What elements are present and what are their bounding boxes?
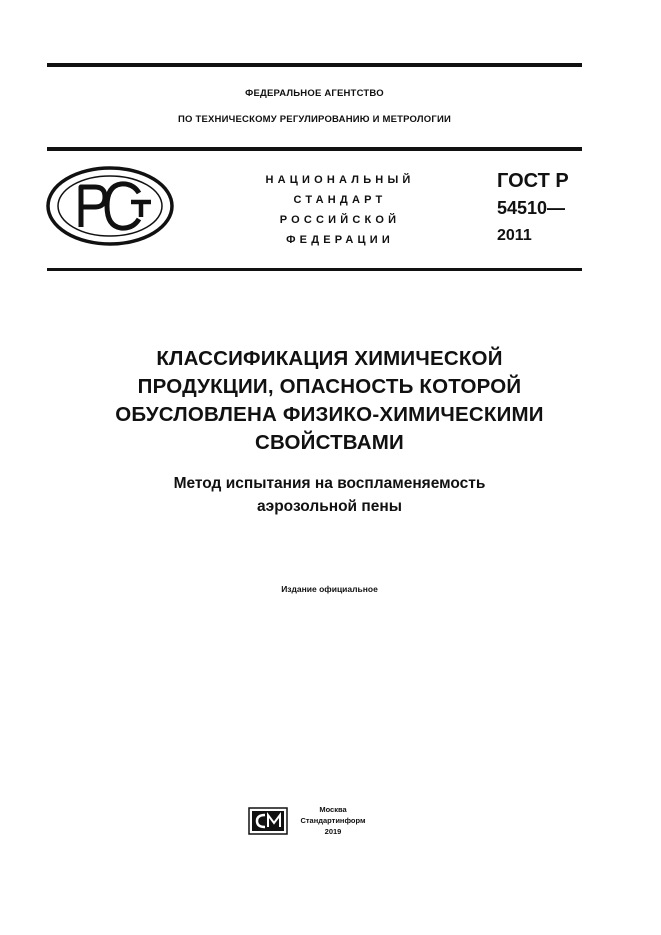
document-title-line-4: СВОЙСТВАМИ bbox=[255, 431, 404, 454]
rst-gost-emblem-icon bbox=[45, 165, 175, 247]
publisher-city: Москва bbox=[319, 805, 347, 814]
agency-line-1: ФЕДЕРАЛЬНОЕ АГЕНТСТВО bbox=[245, 88, 384, 99]
document-subtitle-line-1: Метод испытания на воспламеняемость bbox=[173, 475, 486, 492]
publisher-year: 2019 bbox=[324, 827, 342, 836]
national-standard-line-4: ФЕДЕРАЦИИ bbox=[286, 234, 394, 246]
document-title-line-3: ОБУСЛОВЛЕНА ФИЗИКО-ХИМИЧЕСКИМИ bbox=[115, 403, 544, 426]
gost-label: ГОСТ Р bbox=[497, 170, 569, 192]
national-standard-line-2: СТАНДАРТ bbox=[293, 194, 387, 206]
standard-block-top-rule bbox=[47, 147, 582, 151]
document-subtitle-line-2: аэрозольной пены bbox=[257, 498, 402, 515]
edition-label: Издание официальное bbox=[281, 584, 378, 594]
top-rule bbox=[47, 63, 582, 67]
standard-block-bottom-rule bbox=[47, 268, 582, 271]
gost-number: 54510— bbox=[497, 198, 566, 218]
document-title-line-1: КЛАССИФИКАЦИЯ ХИМИЧЕСКОЙ bbox=[156, 347, 503, 370]
national-standard-line-1: НАЦИОНАЛЬНЫЙ bbox=[265, 174, 415, 186]
national-standard-line-3: РОССИЙСКОЙ bbox=[279, 214, 401, 226]
publisher-name: Стандартинформ bbox=[300, 816, 366, 825]
standartinform-logo-icon bbox=[248, 807, 288, 835]
agency-line-2: ПО ТЕХНИЧЕСКОМУ РЕГУЛИРОВАНИЮ И МЕТРОЛОГИИ bbox=[178, 114, 451, 125]
gost-year: 2011 bbox=[497, 227, 532, 244]
document-title-line-2: ПРОДУКЦИИ, ОПАСНОСТЬ КОТОРОЙ bbox=[137, 375, 522, 398]
